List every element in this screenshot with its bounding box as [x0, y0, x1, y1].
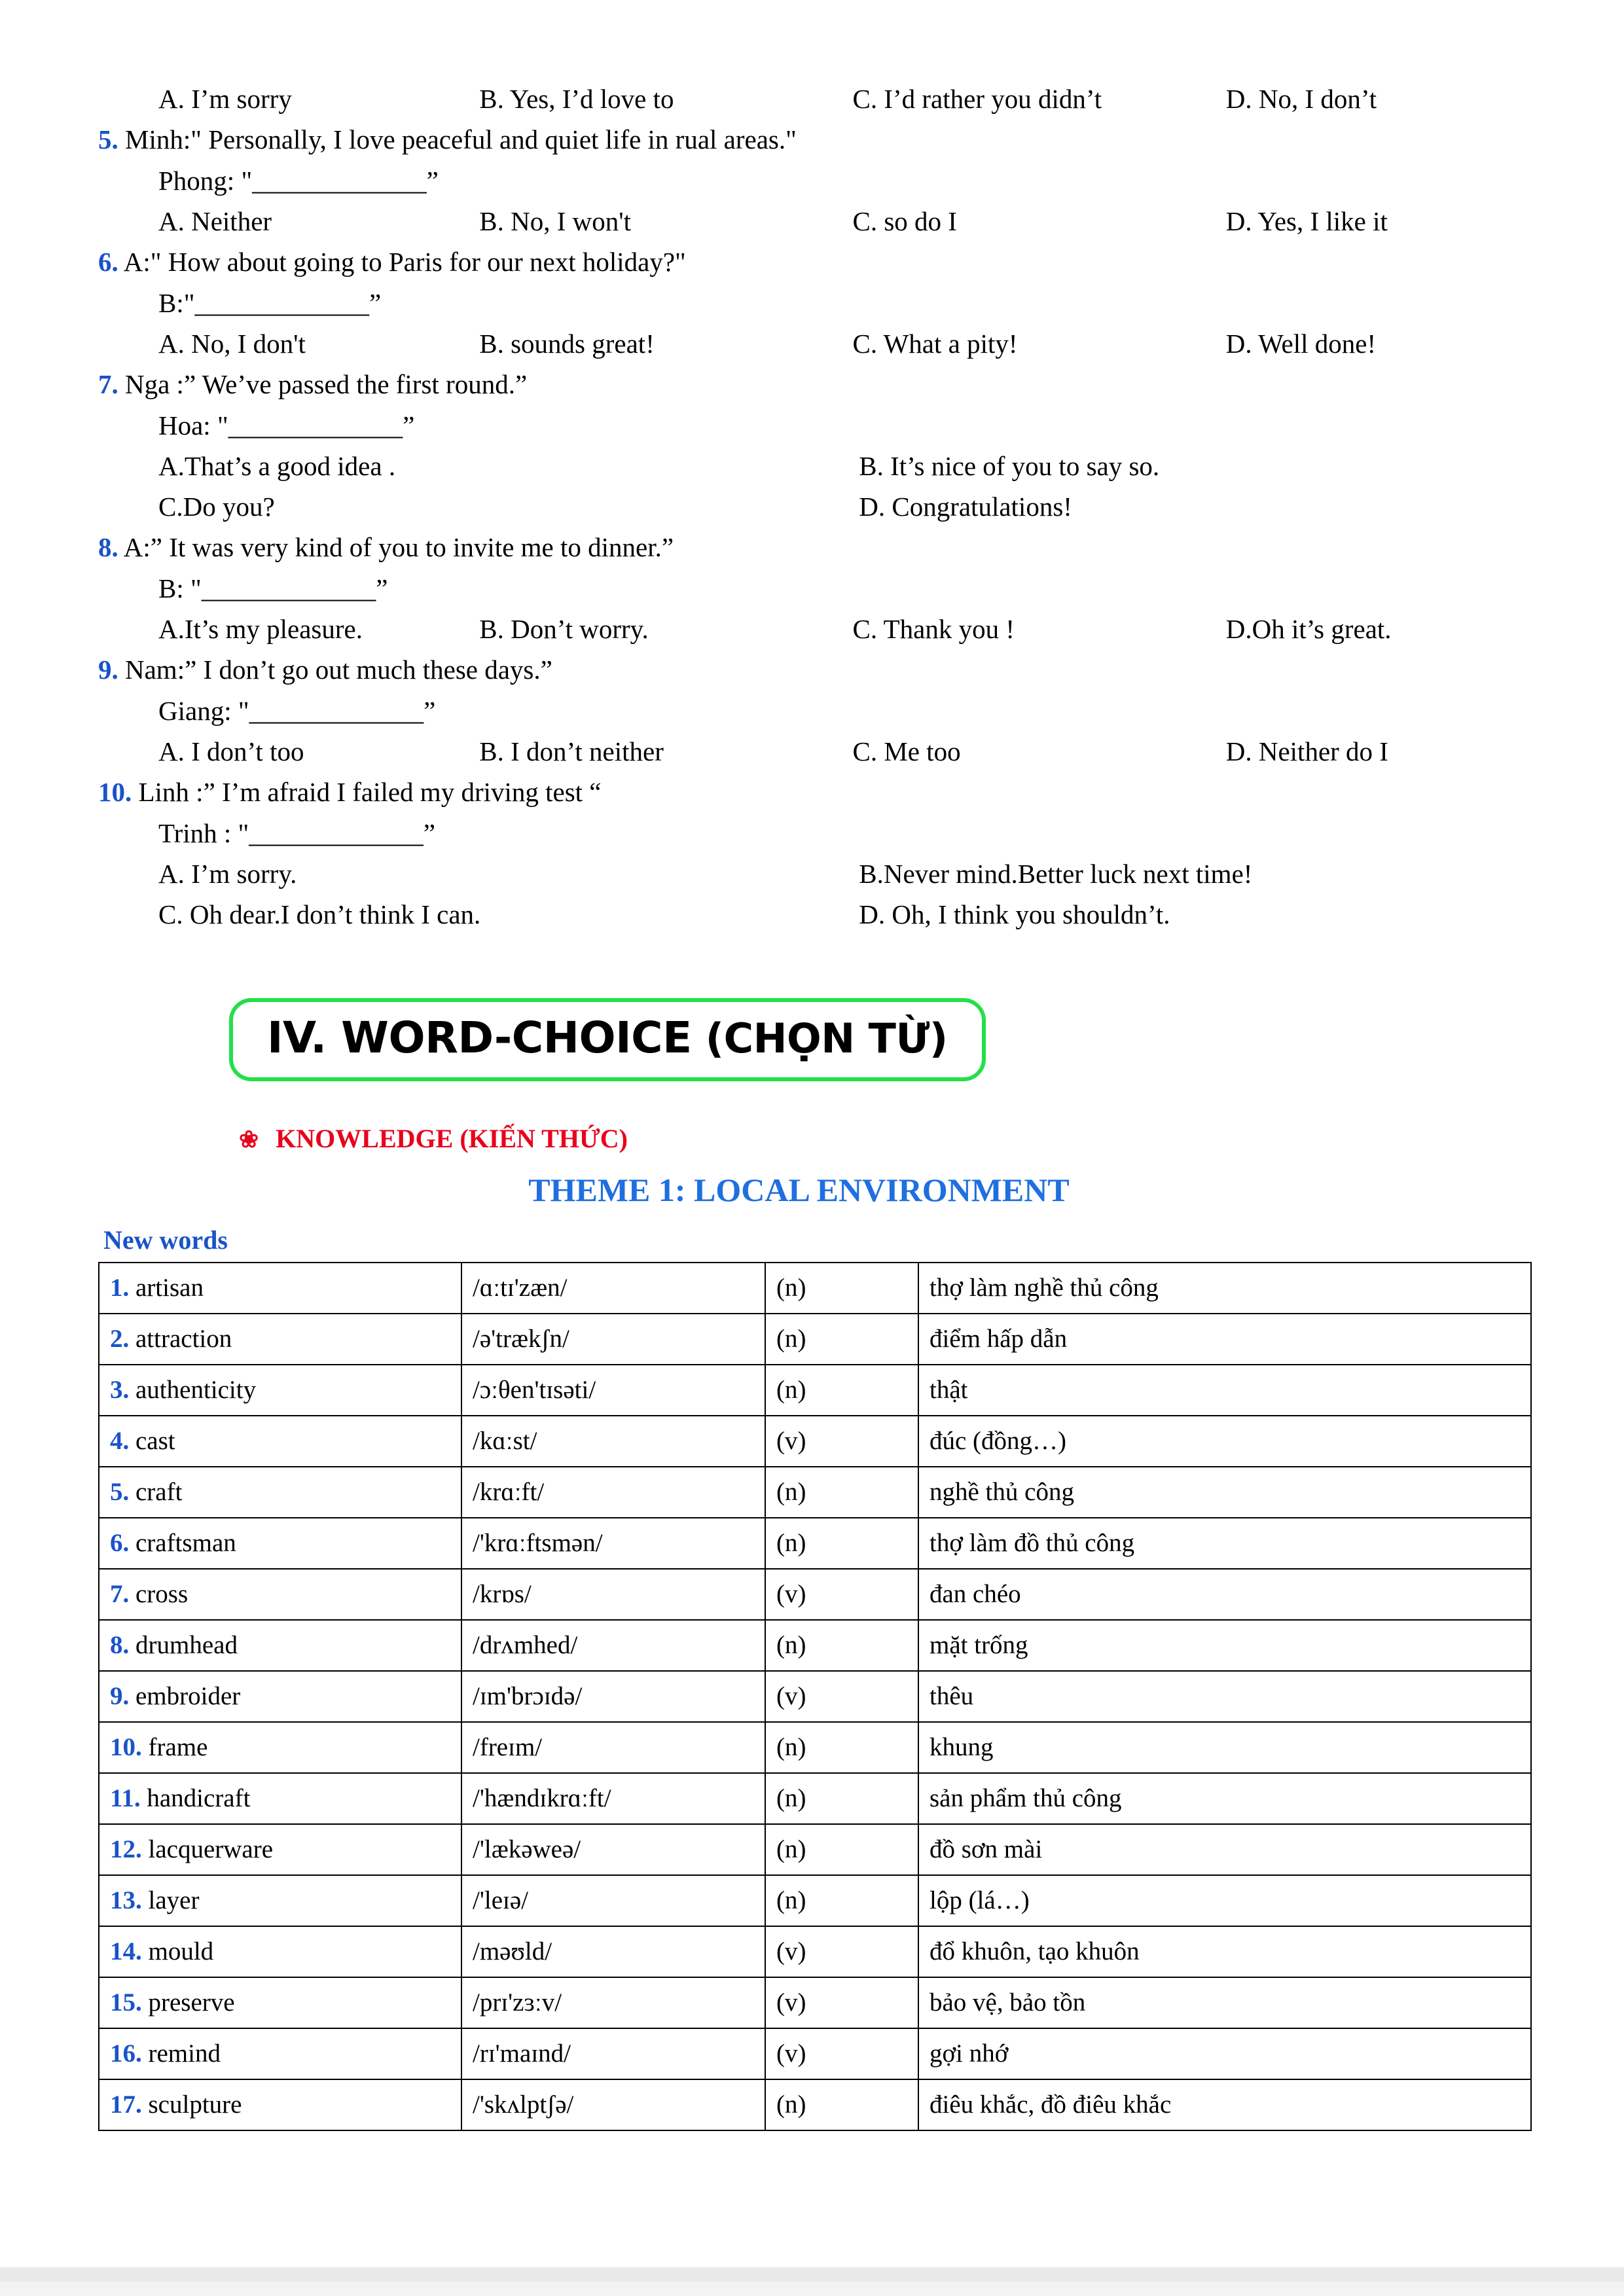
vocabulary-table	[98, 1262, 1532, 2131]
question-prompt: Nam:” I don’t go out much these days.”	[125, 655, 552, 685]
section-banner-title: IV. WORD-CHOICE	[267, 1012, 692, 1063]
cell-meaning: đan chéo	[918, 1569, 1531, 1620]
row-number: 8.	[110, 1630, 130, 1659]
word: craft	[135, 1477, 183, 1506]
word: attraction	[135, 1324, 232, 1353]
cell-word	[99, 1518, 461, 1569]
cell-word	[99, 1773, 461, 1824]
row-number: 11.	[110, 1784, 141, 1812]
question-7-options-row-1	[98, 446, 1526, 486]
theme-title: THEME 1: LOCAL ENVIRONMENT	[528, 1172, 1070, 1209]
table-row	[99, 1722, 1531, 1773]
cell-word	[99, 1977, 461, 2028]
cell-meaning: lộp (lá…)	[918, 1875, 1531, 1926]
cell-pos: (n)	[765, 1722, 918, 1773]
cell-pos: (v)	[765, 1977, 918, 2028]
cell-ipa: /'hændɪkrɑːft/	[461, 1773, 765, 1824]
question-6	[98, 242, 1526, 282]
cell-ipa: /'skʌlptʃə/	[461, 2079, 765, 2130]
cell-ipa: /məʊld/	[461, 1926, 765, 1977]
question-5-reply: Phong: "_____________”	[158, 165, 439, 196]
row-number: 17.	[110, 2090, 142, 2119]
option-c: C. Thank you !	[852, 614, 1015, 645]
option-d: D. Congratulations!	[859, 492, 1072, 522]
option-d: D.Oh it’s great.	[1225, 614, 1392, 645]
cell-meaning: thợ làm nghề thủ công	[918, 1263, 1531, 1314]
cell-meaning: sản phẩm thủ công	[918, 1773, 1531, 1824]
cell-pos: (v)	[765, 1416, 918, 1467]
cell-meaning: thật	[918, 1365, 1531, 1416]
table-row	[99, 1365, 1531, 1416]
word: handicraft	[147, 1784, 251, 1812]
cell-ipa: /'leɪə/	[461, 1875, 765, 1926]
cell-ipa: /ɔːθen'tɪsəti/	[461, 1365, 765, 1416]
table-row	[99, 2079, 1531, 2130]
question-prompt: Linh :” I’m afraid I failed my driving test “	[138, 777, 602, 808]
table-row	[99, 1875, 1531, 1926]
cell-ipa: /'krɑːftsmən/	[461, 1518, 765, 1569]
table-row	[99, 1263, 1531, 1314]
question-number: 5.	[98, 124, 118, 155]
row-number: 14.	[110, 1937, 142, 1965]
row-number: 7.	[110, 1579, 130, 1608]
cell-meaning: gợi nhớ	[918, 2028, 1531, 2079]
vocabulary-table-body	[99, 1263, 1531, 2130]
question-prompt: Nga :” We’ve passed the first round.”	[125, 369, 528, 400]
cell-ipa: /rɪ'maɪnd/	[461, 2028, 765, 2079]
question-10-options-row-2	[98, 894, 1526, 935]
question-9	[98, 649, 1526, 690]
question-5	[98, 119, 1526, 160]
question-10-options-row-1	[98, 853, 1526, 894]
word: embroider	[135, 1681, 241, 1710]
table-row	[99, 1416, 1531, 1467]
word: sculpture	[148, 2090, 242, 2119]
question-8	[98, 527, 1526, 567]
option-a: A. Neither	[158, 206, 272, 236]
cell-meaning: khung	[918, 1722, 1531, 1773]
word: remind	[148, 2039, 221, 2068]
row-number: 9.	[110, 1681, 130, 1710]
cell-pos: (n)	[765, 1263, 918, 1314]
section-banner-subtitle: (CHỌN TỪ)	[705, 1014, 948, 1062]
table-row	[99, 1824, 1531, 1875]
cell-pos: (n)	[765, 1620, 918, 1671]
option-a: A. I don’t too	[158, 736, 304, 766]
table-row	[99, 1773, 1531, 1824]
question-number: 9.	[98, 655, 118, 685]
cell-word	[99, 1467, 461, 1518]
row-number: 15.	[110, 1988, 142, 2017]
question-5-options	[98, 201, 1526, 242]
word: lacquerware	[148, 1835, 274, 1863]
question-10	[98, 772, 1526, 812]
table-row	[99, 1518, 1531, 1569]
cell-ipa: /'lækəweə/	[461, 1824, 765, 1875]
row-number: 6.	[110, 1528, 130, 1557]
question-number: 7.	[98, 369, 118, 400]
option-c: C. What a pity!	[852, 328, 1018, 359]
cell-meaning: thêu	[918, 1671, 1531, 1722]
option-b: B. I don’t neither	[479, 736, 664, 766]
cell-pos: (n)	[765, 1773, 918, 1824]
word: cross	[135, 1579, 189, 1608]
cell-pos: (n)	[765, 1875, 918, 1926]
word: layer	[148, 1886, 200, 1914]
cell-meaning: mặt trống	[918, 1620, 1531, 1671]
question-7	[98, 364, 1526, 404]
word: artisan	[135, 1273, 204, 1302]
table-row	[99, 2028, 1531, 2079]
cell-ipa: /krɑːft/	[461, 1467, 765, 1518]
question-9-reply: Giang: "_____________”	[158, 695, 436, 726]
cell-pos: (n)	[765, 1365, 918, 1416]
table-row	[99, 1314, 1531, 1365]
cell-pos: (v)	[765, 1569, 918, 1620]
question-prompt: Minh:" Personally, I love peaceful and quiet life in rual areas."	[125, 124, 797, 155]
cell-meaning: nghề thủ công	[918, 1467, 1531, 1518]
row-number: 5.	[110, 1477, 130, 1506]
word: preserve	[148, 1988, 235, 2017]
cell-meaning: đổ khuôn, tạo khuôn	[918, 1926, 1531, 1977]
option-d: D. No, I don’t	[1225, 84, 1377, 114]
table-row	[99, 1977, 1531, 2028]
word: drumhead	[135, 1630, 238, 1659]
question-number: 6.	[98, 247, 118, 278]
option-a: A. I’m sorry.	[158, 858, 297, 889]
question-10-reply: Trinh : "_____________”	[158, 817, 435, 848]
option-a: A. I’m sorry	[158, 84, 292, 114]
option-c: C. Me too	[852, 736, 961, 766]
option-b: B. It’s nice of you to say so.	[859, 450, 1160, 481]
option-d: D. Neither do I	[1225, 736, 1388, 766]
cell-ipa: /kɑːst/	[461, 1416, 765, 1467]
option-b: B. sounds great!	[479, 328, 655, 359]
row-number: 3.	[110, 1375, 130, 1404]
word: authenticity	[135, 1375, 257, 1404]
section-banner	[229, 998, 986, 1082]
cell-ipa: /ɪm'brɔɪdə/	[461, 1671, 765, 1722]
cell-meaning: điêu khắc, đồ điêu khắc	[918, 2079, 1531, 2130]
row-number: 12.	[110, 1835, 142, 1863]
cell-word	[99, 1926, 461, 1977]
cell-pos: (v)	[765, 1671, 918, 1722]
row-number: 16.	[110, 2039, 142, 2068]
option-b: B. Don’t worry.	[479, 614, 649, 645]
option-b: B.Never mind.Better luck next time!	[859, 858, 1253, 889]
table-row	[99, 1620, 1531, 1671]
option-d: D. Yes, I like it	[1225, 206, 1388, 236]
cell-pos: (n)	[765, 1824, 918, 1875]
table-row	[99, 1671, 1531, 1722]
knowledge-heading	[98, 1123, 1526, 1154]
cell-pos: (n)	[765, 1314, 918, 1365]
word: frame	[148, 1732, 208, 1761]
cell-word	[99, 2079, 461, 2130]
option-b: B. No, I won't	[479, 206, 631, 236]
cell-meaning: bảo vệ, bảo tồn	[918, 1977, 1531, 2028]
option-b: B. Yes, I’d love to	[479, 84, 674, 114]
cell-word	[99, 1671, 461, 1722]
cell-word	[99, 1569, 461, 1620]
flower-icon: ❀	[239, 1126, 259, 1153]
cell-word	[99, 2028, 461, 2079]
cell-word	[99, 1365, 461, 1416]
option-c: C.Do you?	[158, 492, 275, 522]
cell-word	[99, 1620, 461, 1671]
cell-ipa: /krɒs/	[461, 1569, 765, 1620]
cell-pos: (n)	[765, 2079, 918, 2130]
knowledge-label: KNOWLEDGE (KIẾN THỨC)	[276, 1124, 628, 1154]
cell-word	[99, 1416, 461, 1467]
option-a: A.That’s a good idea .	[158, 450, 396, 481]
option-a: A.It’s my pleasure.	[158, 614, 363, 645]
row-number: 1.	[110, 1273, 130, 1302]
cell-pos: (n)	[765, 1467, 918, 1518]
question-prompt: A:" How about going to Paris for our next holiday?"	[123, 247, 686, 278]
question-8-options	[98, 609, 1526, 649]
question-number: 10.	[98, 777, 132, 808]
option-c: C. I’d rather you didn’t	[852, 84, 1102, 114]
option-c: C. so do I	[852, 206, 957, 236]
options-row-carryover	[98, 79, 1526, 119]
cell-word	[99, 1875, 461, 1926]
section-banner-wrap	[98, 998, 1526, 1082]
multiple-choice-block	[98, 79, 1526, 935]
word: mould	[148, 1937, 214, 1965]
cell-meaning: thợ làm đồ thủ công	[918, 1518, 1531, 1569]
row-number: 2.	[110, 1324, 130, 1353]
question-7-reply: Hoa: "_____________”	[158, 410, 415, 440]
question-prompt: A:” It was very kind of you to invite me to dinner.”	[123, 532, 674, 563]
cell-pos: (v)	[765, 2028, 918, 2079]
cell-pos: (n)	[765, 1518, 918, 1569]
page-edge-shadow	[0, 2267, 1624, 2282]
cell-meaning: đúc (đồng…)	[918, 1416, 1531, 1467]
word: craftsman	[135, 1528, 236, 1557]
table-row	[99, 1467, 1531, 1518]
question-7-options-row-2	[98, 486, 1526, 527]
word: cast	[135, 1426, 175, 1455]
cell-ipa: /drʌmhed/	[461, 1620, 765, 1671]
row-number: 13.	[110, 1886, 142, 1914]
cell-word	[99, 1314, 461, 1365]
cell-ipa: /ə'trækʃn/	[461, 1314, 765, 1365]
table-row	[99, 1926, 1531, 1977]
option-d: D. Well done!	[1225, 328, 1377, 359]
question-9-options	[98, 731, 1526, 772]
cell-ipa: /freɪm/	[461, 1722, 765, 1773]
cell-word	[99, 1824, 461, 1875]
cell-meaning: điểm hấp dẫn	[918, 1314, 1531, 1365]
cell-ipa: /prɪ'zɜːv/	[461, 1977, 765, 2028]
cell-pos: (v)	[765, 1926, 918, 1977]
cell-ipa: /ɑːtɪ'zæn/	[461, 1263, 765, 1314]
row-number: 10.	[110, 1732, 142, 1761]
cell-word	[99, 1263, 461, 1314]
table-row	[99, 1569, 1531, 1620]
cell-meaning: đồ sơn mài	[918, 1824, 1531, 1875]
row-number: 4.	[110, 1426, 130, 1455]
question-6-reply: B:"_____________”	[158, 287, 382, 318]
cell-word	[99, 1722, 461, 1773]
option-c: C. Oh dear.I don’t think I can.	[158, 899, 481, 930]
page-edge-shadow-2	[0, 2282, 1624, 2296]
new-words-label: New words	[103, 1225, 228, 1255]
option-d: D. Oh, I think you shouldn’t.	[859, 899, 1170, 930]
option-a: A. No, I don't	[158, 328, 306, 359]
question-number: 8.	[98, 532, 118, 563]
question-6-options	[98, 323, 1526, 364]
question-8-reply: B: "_____________”	[158, 573, 388, 603]
